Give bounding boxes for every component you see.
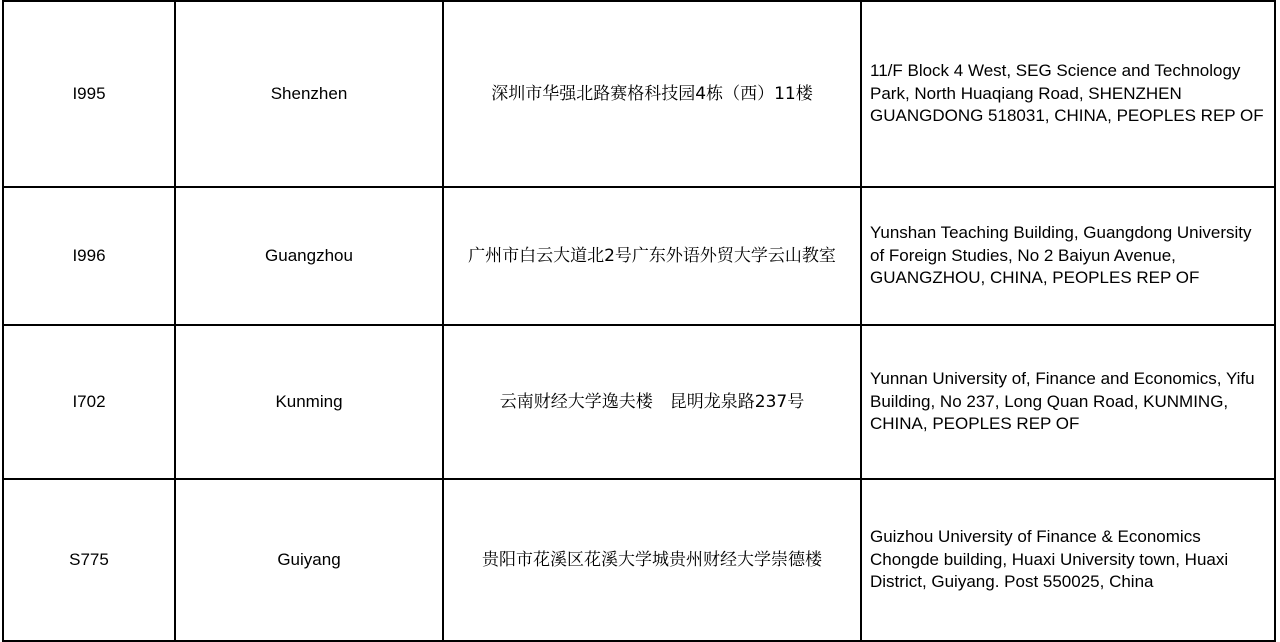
table-row [3,1,1275,187]
center-code-cell: S775 [3,479,175,641]
center-address-en-cell: Yunnan University of, Finance and Economics, Yifu Building, No 237, Long Quan Road, KUNMING, CHINA, PEOPLES REP OF [861,325,1275,479]
center-address-cn-cell: 深圳市华强北路赛格科技园4栋（西）11楼 [443,1,861,187]
center-address-en-cell: Yunshan Teaching Building, Guangdong University of Foreign Studies, No 2 Baiyun Avenue, GUANGZHOU, CHINA, PEOPLES REP OF [861,187,1275,325]
center-address-cn-cell: 云南财经大学逸夫楼 昆明龙泉路237号 [443,325,861,479]
center-city-cell: Guiyang [175,479,443,641]
center-city-cell: Kunming [175,325,443,479]
table-row [3,187,1275,325]
test-centers-table [2,0,1276,642]
center-city-cell: Shenzhen [175,1,443,187]
center-city-cell: Guangzhou [175,187,443,325]
center-address-cn-cell: 贵阳市花溪区花溪大学城贵州财经大学崇德楼 [443,479,861,641]
center-address-en-cell: 11/F Block 4 West, SEG Science and Technology Park, North Huaqiang Road, SHENZHEN GUANGDONG 518031, CHINA, PEOPLES REP OF [861,1,1275,187]
center-code-cell: I702 [3,325,175,479]
center-address-en-cell: Guizhou University of Finance & Economics Chongde building, Huaxi University town, Huaxi District, Guiyang. Post 550025, China [861,479,1275,641]
center-code-cell: I996 [3,187,175,325]
center-code-cell: I995 [3,1,175,187]
table-body [3,1,1275,641]
center-address-cn-cell: 广州市白云大道北2号广东外语外贸大学云山教室 [443,187,861,325]
table-row [3,479,1275,641]
table-row [3,325,1275,479]
